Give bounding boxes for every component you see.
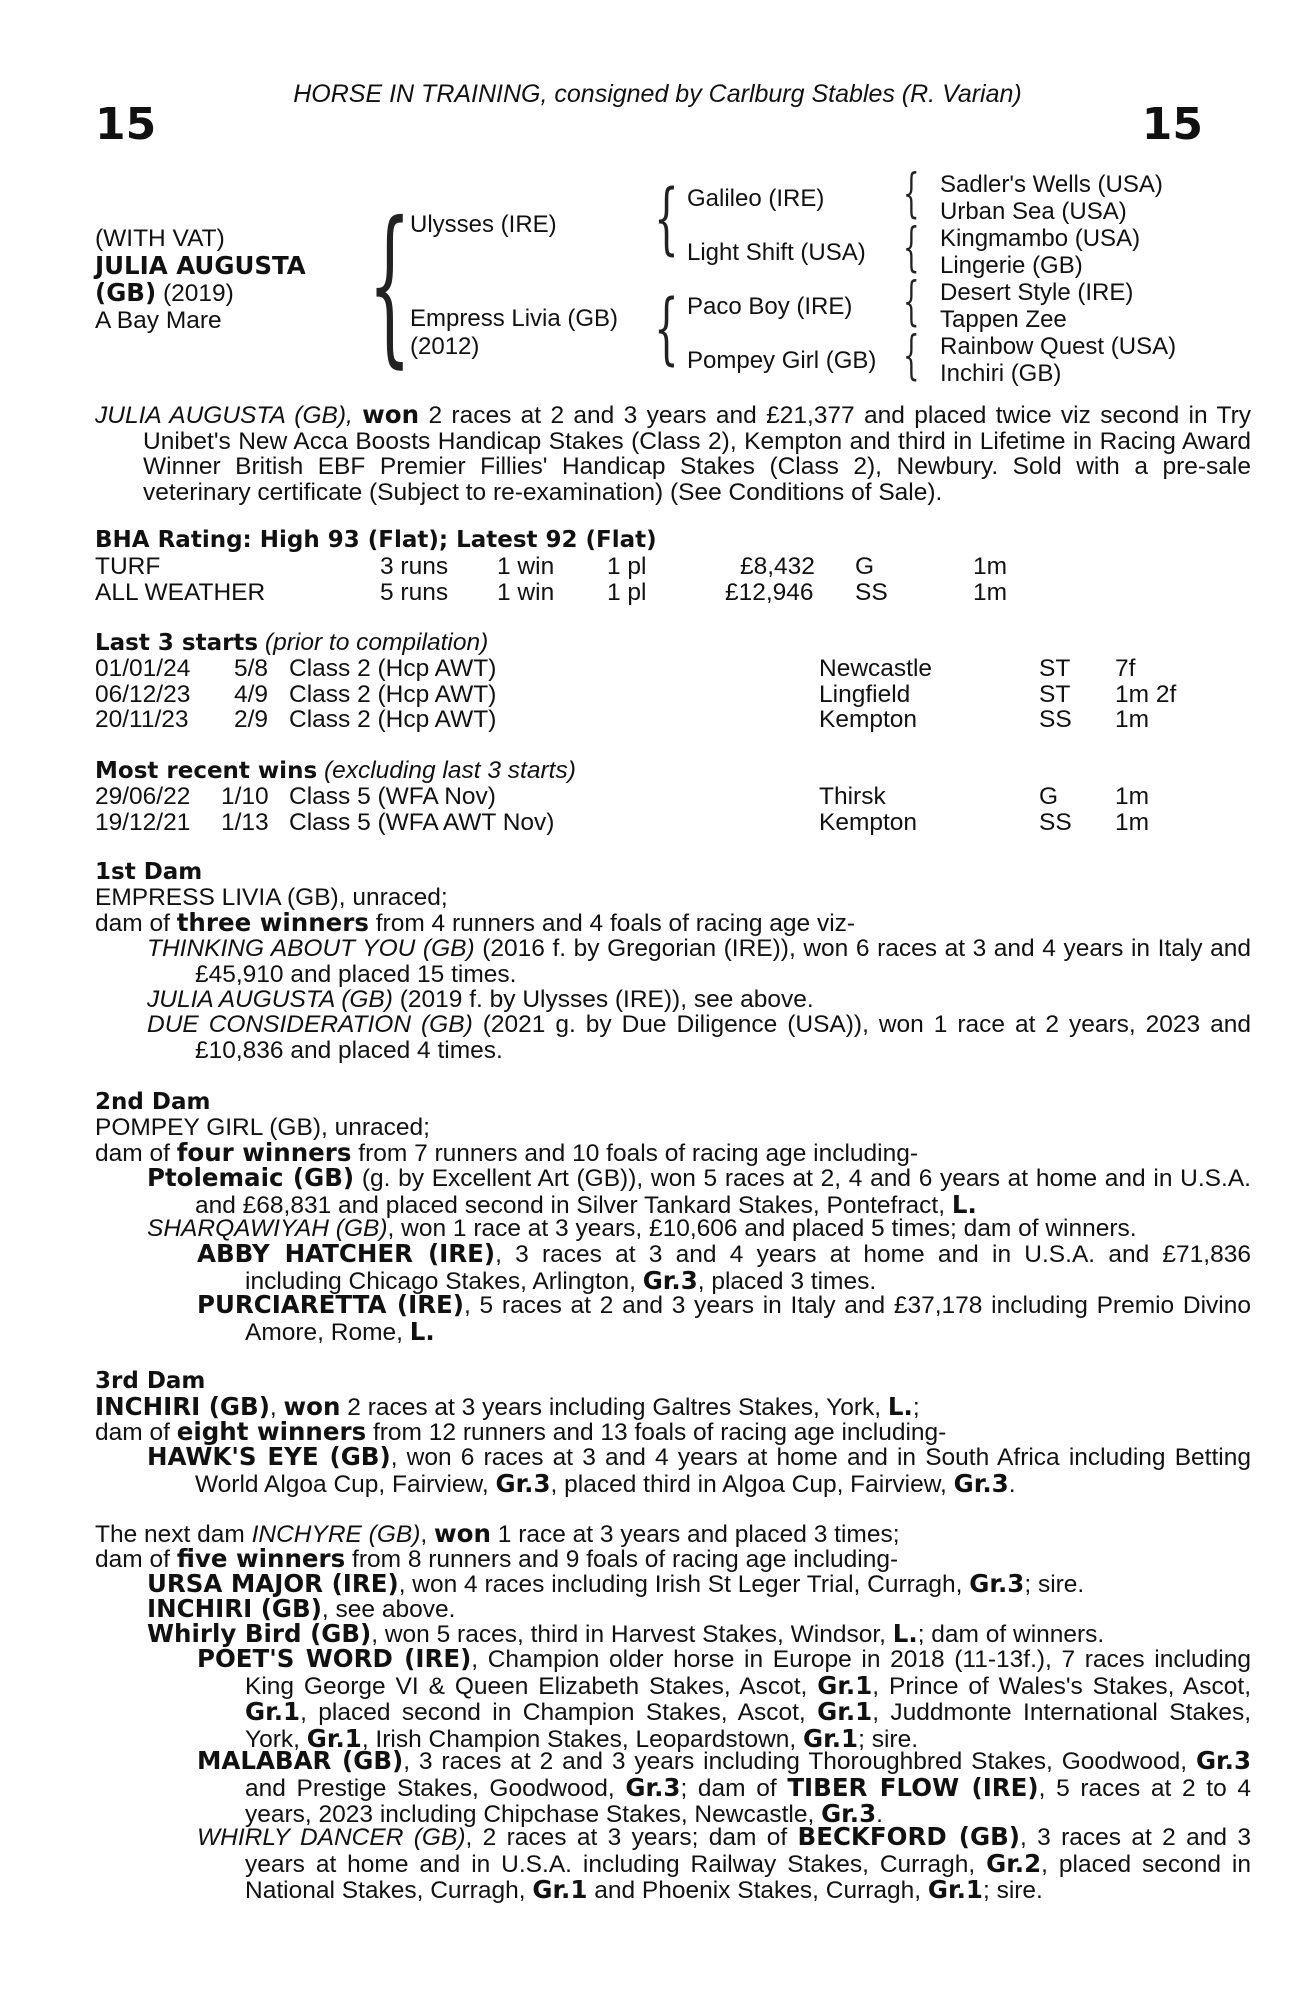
- rating-table: [95, 554, 1195, 606]
- third-dam-heading: 3rd Dam: [95, 1368, 206, 1394]
- rating-row: TURF 3 runs 1 win 1 pl £8,432 G 1m: [95, 553, 1008, 580]
- progeny-entry: Whirly Bird (GB), won 5 races, third in Harvest Stakes, Windsor, L.; dam of winners.: [147, 1619, 1105, 1648]
- recent-wins-heading: Most recent wins (excluding last 3 starts): [95, 757, 576, 784]
- progeny-entry: JULIA AUGUSTA (GB) (2019 f. by Ulysses (IRE)), see above.: [147, 986, 814, 1013]
- horse-description: A Bay Mare: [95, 307, 222, 334]
- pedigree-brace-3d: {: [903, 326, 920, 386]
- horse-country: (GB): [95, 278, 157, 307]
- pedigree-brace-1: {: [368, 186, 412, 384]
- pedigree-ggp: Desert Style (IRE): [940, 279, 1134, 306]
- pedigree-brace-2b: {: [654, 284, 679, 374]
- pedigree-ggp: Urban Sea (USA): [940, 198, 1127, 225]
- progeny-entry: DUE CONSIDERATION (GB) (2021 g. by Due Diligence (USA)), won 1 race at 2 years, 2023 and £10,836 and placed 4 times.: [147, 1011, 1252, 1064]
- progeny-entry: MALABAR (GB), 3 races at 2 and 3 years including Thoroughbred Stakes, Goodwood, Gr.3 and Prestige Stakes, Goodwood, Gr.3; dam of TIBER FLOW (IRE), 5 races at 2 to 4 years, 2023 including Chipchase Stakes, Newcastle, Gr.3.: [197, 1746, 1251, 1828]
- pedigree-sire: Ulysses (IRE): [410, 211, 557, 238]
- lot-number-left: 15: [95, 99, 157, 150]
- pedigree-ggp: Inchiri (GB): [940, 360, 1062, 387]
- last-starts-table: [95, 656, 1195, 733]
- pedigree-sire-sire: Galileo (IRE): [687, 185, 825, 212]
- horse-name: JULIA AUGUSTA: [95, 251, 306, 280]
- horse-identity: [95, 225, 306, 334]
- progeny-entry: ABBY HATCHER (IRE), 3 races at 3 and 4 years at home and in U.S.A. and £71,836 including Chicago Stakes, Arlington, Gr.3, placed 3 times.: [197, 1239, 1251, 1295]
- pedigree-dam-sire: Paco Boy (IRE): [687, 293, 853, 320]
- start-row: 01/01/24 5/8 Class 2 (Hcp AWT) Newcastle ST 7f: [95, 655, 1136, 682]
- pedigree-sire-dam: Light Shift (USA): [687, 239, 866, 266]
- next-dam-summary: dam of five winners from 8 runners and 9 foals of racing age including-: [95, 1544, 899, 1573]
- pedigree-brace-2a: {: [654, 174, 679, 264]
- progeny-entry: SHARQAWIYAH (GB), won 1 race at 3 years, £10,606 and placed 5 times; dam of winners.: [147, 1215, 1137, 1242]
- start-row: 20/11/23 2/9 Class 2 (Hcp AWT) Kempton SS 1m: [95, 706, 1150, 733]
- recent-wins-table: [95, 784, 1195, 835]
- pedigree-brace-3c: {: [903, 272, 920, 332]
- lot-number-right: 15: [1141, 99, 1203, 150]
- progeny-entry: URSA MAJOR (IRE), won 4 races including Irish St Leger Trial, Curragh, Gr.3; sire.: [147, 1569, 1085, 1598]
- progeny-entry: POET'S WORD (IRE), Champion older horse in Europe in 2018 (11-13f.), 7 races including King George VI & Queen Elizabeth Stakes, Ascot, Gr.1, Prince of Wales's Stakes, Ascot, Gr.1, placed second in Champion Stakes, Ascot, Gr.1, Juddmonte International Stakes, York, Gr.1, Irish Champion Stakes, Leopardstown, Gr.1; sire.: [197, 1644, 1252, 1753]
- third-dam-line: INCHIRI (GB), won 2 races at 3 years including Galtres Stakes, York, L.;: [95, 1392, 920, 1421]
- last-starts-heading: Last 3 starts (prior to compilation): [95, 629, 489, 656]
- next-dam-line: The next dam INCHYRE (GB), won 1 race at 3 years and placed 3 times;: [95, 1519, 900, 1548]
- bha-rating-heading: BHA Rating: High 93 (Flat); Latest 92 (Flat): [95, 527, 657, 553]
- pedigree-brace-3b: {: [903, 218, 920, 278]
- second-dam-heading: 2nd Dam: [95, 1089, 211, 1115]
- rating-row: ALL WEATHER 5 runs 1 win 1 pl £12,946 SS 1m: [95, 579, 1008, 606]
- page-title: HORSE IN TRAINING, consigned by Carlburg Stables (R. Varian): [293, 80, 1022, 108]
- vat-note: (WITH VAT): [95, 225, 225, 252]
- start-row: 06/12/23 4/9 Class 2 (Hcp AWT) Lingfield ST 1m 2f: [95, 680, 1177, 708]
- second-dam-summary: dam of four winners from 7 runners and 10 foals of racing age including-: [95, 1138, 919, 1167]
- pedigree-ggp: Kingmambo (USA): [940, 225, 1141, 252]
- win-row: 19/12/21 1/13 Class 5 (WFA AWT Nov) Kempton SS 1m: [95, 808, 1150, 836]
- pedigree-ggp: Rainbow Quest (USA): [940, 333, 1177, 360]
- pedigree-dam-year: (2012): [410, 333, 480, 360]
- pedigree-ggp: Tappen Zee: [940, 306, 1067, 333]
- pedigree-ggp: Sadler's Wells (USA): [940, 171, 1163, 198]
- race-summary: JULIA AUGUSTA (GB), won 2 races at 2 and 3 years and £21,377 and placed twice viz second in Try Unibet's New Acca Boosts Handicap Stakes (Class 2), Kempton and third in Lifetime in Racing Award Winner British EBF Premier Fillies' Handicap Stakes (Class 2), Newbury. Sold with a pre-sale veterinary certificate (Subject to re-examination) (See Conditions of Sale).: [95, 400, 1251, 506]
- win-row: 29/06/22 1/10 Class 5 (WFA Nov) Thirsk G 1m: [95, 783, 1150, 810]
- progeny-entry: THINKING ABOUT YOU (GB) (2016 f. by Gregorian (IRE)), won 6 races at 3 and 4 years in Italy and £45,910 and placed 15 times.: [147, 935, 1251, 988]
- progeny-entry: PURCIARETTA (IRE), 5 races at 2 and 3 years in Italy and £37,178 including Premio Divino Amore, Rome, L.: [197, 1290, 1251, 1346]
- first-dam-summary: dam of three winners from 4 runners and 4 foals of racing age viz-: [95, 908, 856, 937]
- pedigree-ggp: Lingerie (GB): [940, 252, 1083, 279]
- progeny-entry: Ptolemaic (GB) (g. by Excellent Art (GB)), won 5 races at 2, 4 and 6 years at home and in U.S.A. and £68,831 and placed second in Silver Tankard Stakes, Pontefract, L.: [147, 1163, 1251, 1219]
- first-dam-heading: 1st Dam: [95, 859, 203, 885]
- horse-year: (2019): [156, 280, 234, 307]
- third-dam-summary: dam of eight winners from 12 runners and 13 foals of racing age including-: [95, 1417, 947, 1446]
- progeny-entry: WHIRLY DANCER (GB), 2 races at 3 years; dam of BECKFORD (GB), 3 races at 2 and 3 years at home and in U.S.A. including Railway Stakes, Curragh, Gr.2, placed second in National Stakes, Curragh, Gr.1 and Phoenix Stakes, Curragh, Gr.1; sire.: [197, 1822, 1251, 1904]
- pedigree-brace-3a: {: [903, 164, 920, 224]
- first-dam-line: EMPRESS LIVIA (GB), unraced;: [95, 884, 448, 911]
- pedigree-dam-dam: Pompey Girl (GB): [687, 347, 877, 374]
- second-dam-line: POMPEY GIRL (GB), unraced;: [95, 1114, 430, 1141]
- progeny-entry: HAWK'S EYE (GB), won 6 races at 3 and 4 years at home and in South Africa including Betting World Algoa Cup, Fairview, Gr.3, placed third in Algoa Cup, Fairview, Gr.3.: [147, 1442, 1251, 1498]
- progeny-entry: INCHIRI (GB), see above.: [147, 1594, 456, 1623]
- pedigree-dam: Empress Livia (GB): [410, 305, 619, 332]
